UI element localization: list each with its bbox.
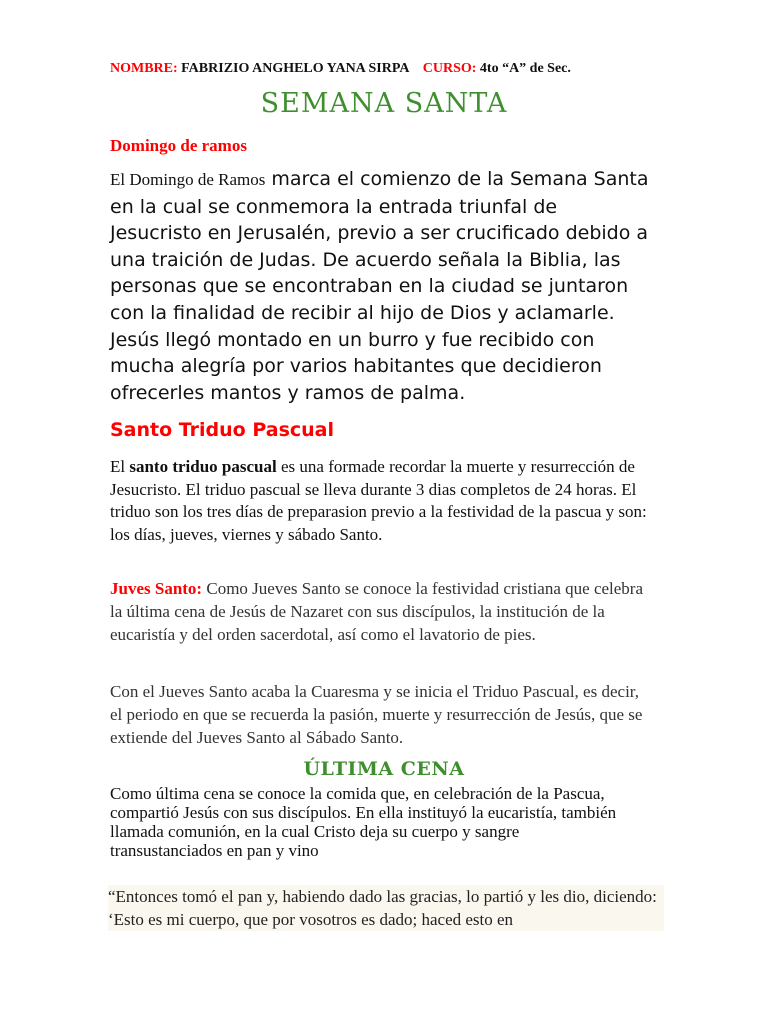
paragraph-triduo: [110, 456, 650, 546]
paragraph-bold-term: santo triduo pascual: [129, 457, 277, 476]
paragraph-lead: El Domingo de Ramos: [110, 170, 266, 189]
jueves-santo-body: Como Jueves Santo se conoce la festividad cristiana que celebra la última cena de Jesús de Nazaret con sus discípulos, la institución de la eucaristía y del orden sacerdotal, así como el lavatorio de pies.: [110, 579, 644, 644]
curso-label: CURSO:: [422, 61, 477, 76]
heading-ultima-cena: ÚLTIMA CENA: [303, 758, 465, 780]
heading-santo-triduo-pascual: Santo Triduo Pascual: [110, 419, 335, 441]
paragraph-jueves-santo: [110, 577, 650, 646]
paragraph-rest: es una formade recordar la muerte y resurrección de Jesucristo. El triduo pascual se lleva durante 3 dias completos de 24 horas. El triduo son los tres días de preparasion previo a la festividad de la pascua y son: los días, jueves, viernes y sábado Santo.: [110, 457, 647, 544]
paragraph-ultima-cena: Como última cena se conoce la comida que, en celebración de la Pascua, compartió Jesús con sus discípulos. En ella instituyó la eucaristía, también llamada comunión, en la cual Cristo deja su cuerpo y sangre transustanciados en pan y vino: [110, 784, 617, 860]
paragraph-domingo-de-ramos: [110, 166, 650, 406]
nombre-value: FABRIZIO ANGHELO YANA SIRPA: [181, 61, 409, 76]
document-title: SEMANA SANTA: [260, 88, 508, 119]
heading-domingo-de-ramos: Domingo de ramos: [110, 136, 247, 155]
student-header: [110, 61, 571, 77]
nombre-label: NOMBRE:: [110, 61, 178, 76]
jueves-santo-label: Juves Santo:: [110, 579, 203, 598]
paragraph-start: El: [110, 457, 130, 476]
curso-value: 4to “A” de Sec.: [479, 61, 571, 76]
paragraph-cuaresma: Con el Jueves Santo acaba la Cuaresma y se inicia el Triduo Pascual, es decir, el periodo en que se recuerda la pasión, muerte y resurrección de Jesús, que se extiende del Jueves Santo al Sábado Santo.: [110, 682, 643, 747]
bible-quote: “Entonces tomó el pan y, habiendo dado las gracias, lo partió y les dio, diciendo: ‘Esto es mi cuerpo, que por vosotros es dado; haced esto en: [108, 885, 664, 931]
paragraph-body: marca el comienzo de la Semana Santa en la cual se conmemora la entrada triunfal de Jesucristo en Jerusalén, previo a ser crucificado debido a una traición de Judas. De acuerdo señala la Biblia, las personas que se encontraban en la ciudad se juntaron con la finalidad de recibir al hijo de Dios y aclamarle. Jesús llegó montado en un burro y fue recibido con mucha alegría por varios habitantes que decidieron ofrecerles mantos y ramos de palma.: [110, 168, 649, 404]
